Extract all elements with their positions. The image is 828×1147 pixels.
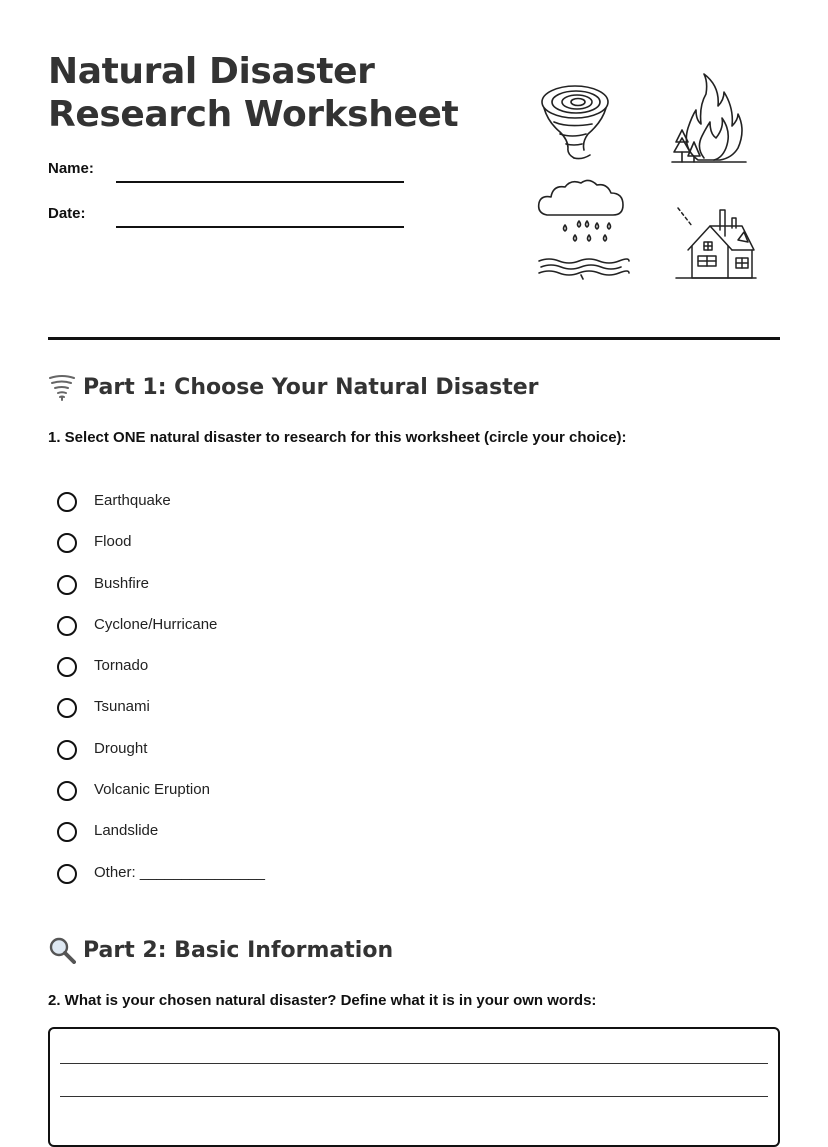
radio-circle[interactable] xyxy=(57,740,77,760)
date-field[interactable] xyxy=(116,226,404,228)
page-title xyxy=(48,50,458,136)
option-label: Volcanic Eruption xyxy=(94,781,210,799)
option-label: Drought xyxy=(94,739,148,757)
magnifier-icon xyxy=(48,936,76,964)
section-divider xyxy=(48,337,780,340)
option-label: Flood xyxy=(94,533,132,551)
question-2: 2. What is your chosen natural disaster? Define what it is in your own words: xyxy=(48,992,597,1009)
option-tsunami[interactable] xyxy=(57,697,265,738)
option-label: Landslide xyxy=(94,822,159,840)
disaster-options xyxy=(57,491,265,904)
option-flood[interactable] xyxy=(57,532,265,573)
option-label: Other: _______________ xyxy=(94,863,265,881)
radio-circle[interactable] xyxy=(57,864,77,884)
radio-circle[interactable] xyxy=(57,492,77,512)
date-label: Date: xyxy=(48,205,86,222)
option-label: Tornado xyxy=(94,657,149,675)
part-1-heading-text: Part 1: Choose Your Natural Disaster xyxy=(83,374,539,400)
option-bushfire[interactable] xyxy=(57,574,265,615)
radio-circle[interactable] xyxy=(57,575,77,595)
title-line-2: Research Worksheet xyxy=(48,94,459,135)
option-other[interactable] xyxy=(57,863,265,904)
option-label: Earthquake xyxy=(94,492,171,509)
name-field[interactable] xyxy=(116,181,404,183)
answer-line xyxy=(60,1063,768,1064)
radio-circle[interactable] xyxy=(57,822,77,842)
option-tornado[interactable] xyxy=(57,656,265,697)
title-line-1: Natural Disaster xyxy=(48,51,375,92)
tornado-icon xyxy=(48,373,76,401)
part-2-heading xyxy=(48,936,393,964)
answer-line xyxy=(60,1096,768,1097)
bushfire-icon xyxy=(668,72,750,166)
radio-circle[interactable] xyxy=(57,781,77,801)
option-label: Cyclone/Hurricane xyxy=(94,615,218,633)
radio-circle[interactable] xyxy=(57,533,77,553)
option-earthquake[interactable] xyxy=(57,491,265,532)
answer-box[interactable] xyxy=(48,1027,780,1147)
option-landslide[interactable] xyxy=(57,821,265,862)
radio-circle[interactable] xyxy=(57,657,77,677)
flood-rain-icon xyxy=(535,177,631,281)
option-cyclone-hurricane[interactable] xyxy=(57,615,265,656)
option-label: Bushfire xyxy=(94,574,150,592)
house-storm-icon xyxy=(674,206,758,284)
question-1: 1. Select ONE natural disaster to research for this worksheet (circle your choice): xyxy=(48,429,627,446)
radio-circle[interactable] xyxy=(57,616,77,636)
part-1-heading xyxy=(48,373,539,401)
name-label: Name: xyxy=(48,160,94,177)
tornado-icon xyxy=(538,82,612,162)
option-label: Tsunami xyxy=(94,698,150,716)
radio-circle[interactable] xyxy=(57,698,77,718)
part-2-heading-text: Part 2: Basic Information xyxy=(83,937,394,963)
option-volcanic-eruption[interactable] xyxy=(57,780,265,821)
option-drought[interactable] xyxy=(57,739,265,780)
